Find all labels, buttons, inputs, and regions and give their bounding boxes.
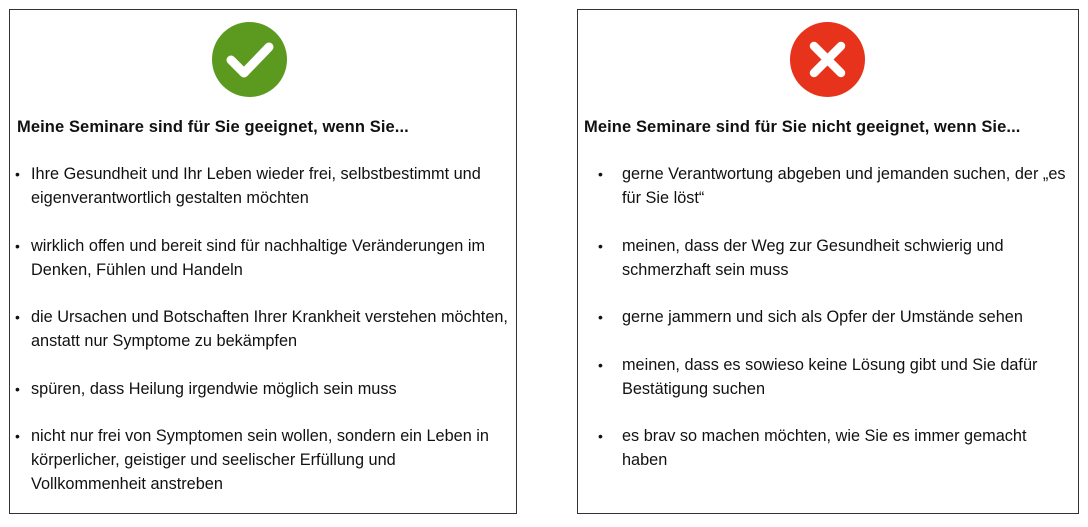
cross-icon [790,22,865,97]
list-item [592,162,1072,210]
bullet: • [15,309,20,325]
bullet: • [598,166,603,182]
list-item [592,305,1072,329]
list-item [592,353,1072,401]
bullet: • [598,356,603,373]
suitable-heading: Meine Seminare sind für Sie geeignet, wenn Sie... [17,118,409,136]
list-item-text: spüren, dass Heilung irgendwie möglich sein muss [31,379,397,398]
list-item [15,162,513,210]
unsuitable-heading: Meine Seminare sind für Sie nicht geeignet, wenn Sie... [584,118,1021,136]
list-item-text: meinen, dass es sowieso keine Lösung gibt und Sie dafür Bestätigung suchen [622,355,1038,398]
bullet: • [15,380,20,397]
list-item [15,377,513,401]
list-item [592,234,1072,282]
bullet: • [15,166,20,182]
checkmark-icon [212,22,287,97]
suitable-panel [9,9,517,514]
list-item-text: gerne Verantwortung abgeben und jemanden suchen, der „es für Sie löst“ [622,165,1066,207]
list-item-text: meinen, dass der Weg zur Gesundheit schwierig und schmerzhaft sein muss [622,236,1004,279]
bullet: • [15,237,20,254]
list-item [15,305,513,353]
list-item [15,424,513,496]
unsuitable-list [592,162,1072,496]
list-item [592,424,1072,472]
list-item-text: es brav so machen möchten, wie Sie es immer gemacht haben [622,427,1027,469]
list-item-text: die Ursachen und Botschaften Ihrer Krankheit verstehen möchten, anstatt nur Symptome zu bekämpfen [31,308,508,350]
list-item [15,234,513,282]
list-item-text: Ihre Gesundheit und Ihr Leben wieder frei, selbstbestimmt und eigenverantwortlich gestalten möchten [31,165,481,207]
list-item-text: gerne jammern und sich als Opfer der Umstände sehen [622,308,1023,326]
list-item-text: nicht nur frei von Symptomen sein wollen, sondern ein Leben in körperlicher, geistiger und seelischer Erfüllung und Vollkommenheit anstreben [31,427,489,493]
bullet: • [598,428,603,444]
bullet: • [598,309,603,325]
bullet: • [15,428,20,444]
unsuitable-panel [577,9,1079,514]
bullet: • [598,237,603,254]
suitable-list [15,162,513,520]
list-item-text: wirklich offen und bereit sind für nachhaltige Veränderungen im Denken, Fühlen und Handeln [31,236,486,279]
